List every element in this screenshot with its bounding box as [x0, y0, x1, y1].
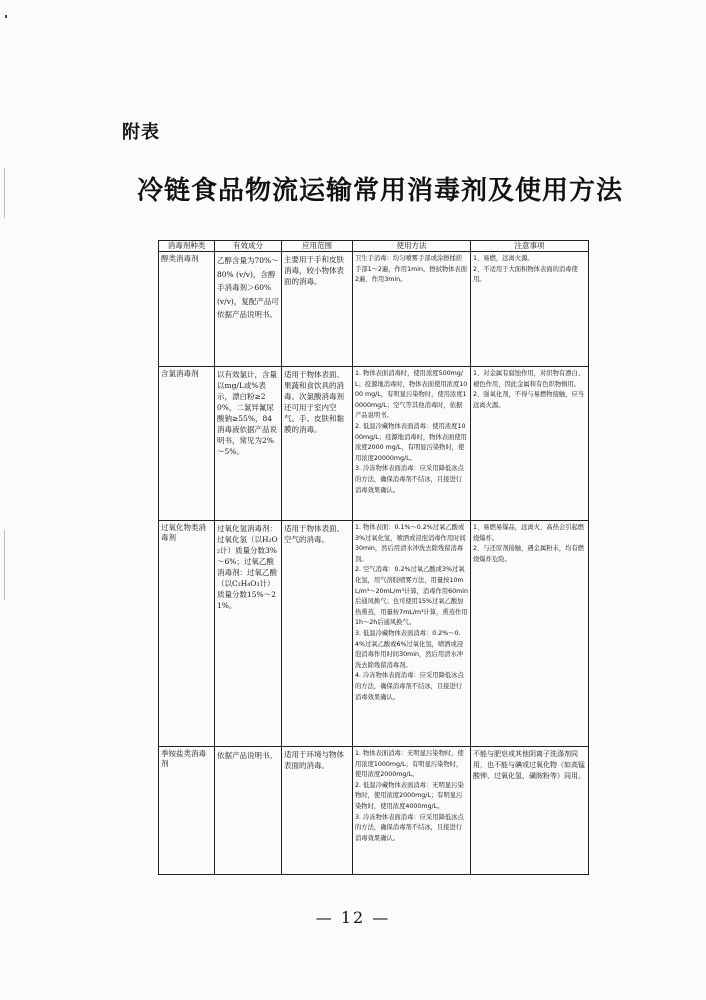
header-ingredient: 有效成分: [215, 241, 282, 252]
cell-method: 1. 物体表面：0.1%～0.2%过氧乙酸或3%过氧化氢，喷洒或浸泡消毒作用时间30min，然后用清水冲洗去除残留消毒剂。 2. 空气消毒：0.2%过氧乙酸或3%过氧化氢，用气溶胶喷雾方法，用量按10mL/m³～20mL/m³计算，消毒作用60min后通风换气；也可使用15%过氧乙酸加热熏蒸，用量按7mL/m³计算，熏蒸作用1h～2h后通风换气。 3. 低温冷藏物体表面消毒：0.2%～0.4%过氧乙酸或6%过氧化氢，喷洒或浸泡消毒作用时间30min，然后用清水冲洗去除残留消毒剂。 4. 冷冻物体表面消毒：应采用降低冰点的方法，确保消毒剂不结冰，且接进行消毒效果确认。: [353, 521, 471, 747]
cell-ingredient: 以有效氯计，含量以mg/L或%表示，漂白粉≥20%，二氯异氰尿酸钠≥55%，84消毒液依据产品说明书，常见为2%～5%。: [215, 367, 282, 521]
table-row: [159, 521, 589, 747]
table-row: [159, 252, 589, 367]
disinfectant-table: [158, 240, 589, 875]
appendix-label: 附表: [122, 122, 160, 143]
cell-ingredient: 依据产品说明书。: [215, 747, 282, 875]
table-row: [159, 367, 589, 521]
cell-type: 季铵盐类消毒剂: [159, 747, 215, 875]
cell-notes: 不能与肥皂或其他阴离子洗涤剂同用，也不能与碘或过氧化物（如高锰酸钾、过氧化氢、磺胺粉等）同用。: [471, 747, 589, 875]
header-notes: 注意事项: [471, 241, 589, 252]
cell-scope: 主要用于手和皮肤消毒，较小物体表面的消毒。: [282, 252, 353, 367]
cell-notes: 1、易燃易爆品，远离火、高热会引起燃烧爆炸。 2、与还原剂接触，遇金属粉末，均有燃烧爆炸危险。: [471, 521, 589, 747]
cell-ingredient: 过氧化氢消毒剂：过氧化氢（以H₂O₂计）质量分数3%～6%；过氧乙酸消毒剂：过氧乙酸（以C₂H₄O₃计）质量分数15%～21%。: [215, 521, 282, 747]
cell-method: 1. 物体表面消毒：无明显污染物时，使用浓度1000mg/L；有明显污染物时，使用浓度2000mg/L。 2. 低温冷藏物体表面消毒：无明显污染物时，使用浓度2000mg/L；有明显污染物时，使用浓度4000mg/L。 3. 冷冻物体表面消毒：应采用降低冰点的方法，确保消毒剂不结冰，且接进行消毒效果确认。: [353, 747, 471, 875]
header-scope: 应用范围: [282, 241, 353, 252]
cell-notes: 1、对金属有腐蚀作用，对织物有漂白、褪色作用，因此金属和有色织物慎用。 2、强氧化剂，不得与易燃物接触，应当远离火源。: [471, 367, 589, 521]
cell-type: 含氯消毒剂: [159, 367, 215, 521]
header-type: 消毒剂种类: [159, 241, 215, 252]
cell-scope: 适用于环境与物体表面的消毒。: [282, 747, 353, 875]
scan-edge-mark: [4, 530, 5, 600]
cell-notes: 1、易燃，远离火源。 2、不适用于大面积物体表面的消毒使用。: [471, 252, 589, 367]
cell-ingredient: 乙醇含量为70%～80% (v/v)，含醇手消毒剂＞60% (v/v)，复配产品可依据产品说明书。: [215, 252, 282, 367]
cell-type: 醇类消毒剂: [159, 252, 215, 367]
cell-type: 过氧化物类消毒剂: [159, 521, 215, 747]
header-method: 使用方法: [353, 241, 471, 252]
cell-scope: 适用于物体表面、空气的消毒。: [282, 521, 353, 747]
page-number: — 12 —: [315, 908, 391, 927]
table-header-row: [159, 241, 589, 252]
cell-method: 1. 物体表面消毒时，使用浓度500mg/L；疫源地消毒时，物体表面使用浓度1000 mg/L，有明显污染物时，使用浓度10000mg/L；空气等其他消毒时，依据产品说明书。 2. 低温冷藏物体表面消毒：使用浓度1000mg/L；疫源地消毒时，物体表面使用浓度2000 mg/L，有明显污染物时，使用浓度20000mg/L。 3. 冷冻物体表面消毒：应采用降低冰点的方法，确保消毒剂不结冰，且接进行消毒效果确认。: [353, 367, 471, 521]
scan-edge-mark: [4, 168, 5, 218]
table-row: [159, 747, 589, 875]
cell-method: 卫生手消毒：均匀喷雾手部或涂擦揉搓手部1～2遍，作用1min。擦拭物体表面2遍，作用3min。: [353, 252, 471, 367]
scan-speck: [5, 15, 7, 18]
cell-scope: 适用于物体表面、果蔬和食饮具的消毒。次氯酸消毒剂还可用于室内空气、手、皮肤和黏膜的消毒。: [282, 367, 353, 521]
page-title: 冷链食品物流运输常用消毒剂及使用方法: [136, 176, 623, 206]
